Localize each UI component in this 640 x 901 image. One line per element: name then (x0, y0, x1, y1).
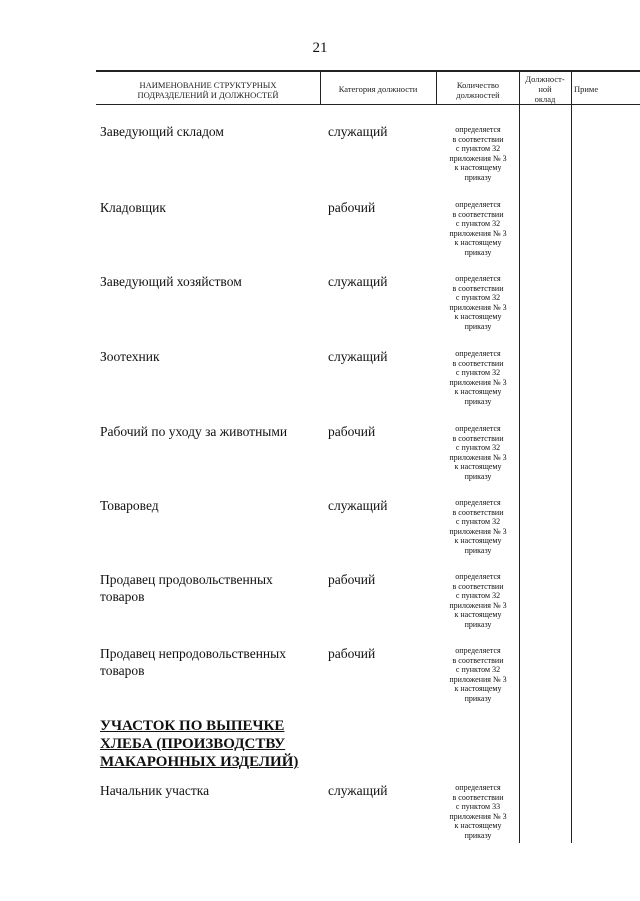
position-name (100, 645, 310, 679)
header-quantity-line: Количество (456, 80, 500, 90)
column-divider-1 (320, 71, 321, 105)
quantity-line: в соответствии (452, 655, 504, 665)
header-name-column (100, 80, 316, 100)
position-quantity (436, 498, 520, 556)
header-category-column: Категория должности (338, 84, 418, 94)
quantity-line: определяется (455, 200, 501, 209)
header-salary-line: оклад (534, 94, 556, 104)
quantity-line: приложения № 3 (449, 302, 507, 312)
position-name (100, 782, 310, 799)
quantity-line: в соответствии (452, 507, 504, 517)
position-name-line: Заведующий складом (100, 124, 224, 139)
position-name-line: Начальник участка (100, 783, 210, 798)
quantity-line: приказу (464, 693, 492, 703)
header-quantity-line: должностей (456, 90, 500, 100)
position-category: служащий (328, 783, 388, 798)
quantity-line: приказу (464, 172, 492, 182)
section-title-line: МАКАРОННЫХ ИЗДЕЛИЙ) (100, 754, 299, 770)
header-name-line: ПОДРАЗДЕЛЕНИЙ И ДОЛЖНОСТЕЙ (137, 90, 279, 100)
quantity-line: определяется (455, 572, 501, 581)
quantity-line: с пунктом 32 (455, 443, 501, 453)
table-top-border (96, 70, 640, 72)
position-name-line: Продавец продовольственных (100, 572, 273, 587)
quantity-line: приложения № 3 (449, 526, 507, 536)
quantity-line: с пунктом 32 (455, 665, 501, 675)
quantity-line: с пунктом 32 (455, 293, 501, 303)
position-category: служащий (328, 349, 388, 364)
column-divider-4 (571, 71, 572, 843)
quantity-line: определяется (455, 498, 501, 507)
position-quantity (436, 200, 520, 258)
page-number: 21 (312, 40, 328, 56)
quantity-line: приказу (464, 321, 492, 331)
position-name (100, 123, 310, 140)
position-name-line: товаров (100, 589, 145, 604)
quantity-line: в соответствии (452, 209, 504, 219)
quantity-line: к настоящему (454, 462, 502, 472)
quantity-line: приложения № 3 (449, 228, 507, 238)
quantity-line: в соответствии (452, 792, 504, 802)
position-category: рабочий (328, 572, 376, 587)
position-category: рабочий (328, 646, 376, 661)
quantity-line: к настоящему (454, 387, 502, 397)
header-salary-line: Должност- (525, 74, 565, 84)
quantity-line: приказу (464, 247, 492, 257)
position-name-line: Рабочий по уходу за животными (100, 424, 288, 439)
table-header-bottom-border (96, 104, 640, 105)
quantity-line: определяется (455, 349, 501, 358)
quantity-line: к настоящему (454, 684, 502, 694)
section-title-line: УЧАСТОК ПО ВЫПЕЧКЕ (100, 718, 285, 734)
quantity-line: с пунктом 32 (455, 517, 501, 527)
quantity-line: к настоящему (454, 821, 502, 831)
quantity-line: приказу (464, 619, 492, 629)
quantity-line: приложения № 3 (449, 600, 507, 610)
header-note-column: Приме (574, 84, 599, 94)
header-salary-column (521, 74, 569, 104)
position-name (100, 348, 310, 365)
position-quantity (436, 424, 520, 482)
quantity-line: в соответствии (452, 134, 504, 144)
position-quantity (436, 572, 520, 630)
header-salary-line: ной (538, 84, 552, 94)
quantity-line: к настоящему (454, 238, 502, 248)
quantity-line: приложения № 3 (449, 452, 507, 462)
position-name-line: Кладовщик (100, 200, 166, 215)
quantity-line: к настоящему (454, 312, 502, 322)
header-name-line: НАИМЕНОВАНИЕ СТРУКТУРНЫХ (139, 80, 277, 90)
position-name (100, 571, 310, 605)
quantity-line: к настоящему (454, 163, 502, 173)
position-quantity (436, 125, 520, 183)
quantity-line: определяется (455, 424, 501, 433)
quantity-line: определяется (455, 783, 501, 792)
position-name-line: Заведующий хозяйством (100, 274, 242, 289)
position-category: служащий (328, 498, 388, 513)
quantity-line: приказу (464, 830, 492, 840)
position-name-line: товаров (100, 663, 145, 678)
position-quantity (436, 783, 520, 841)
position-category: рабочий (328, 200, 376, 215)
position-name-line: Зоотехник (100, 349, 160, 364)
quantity-line: к настоящему (454, 536, 502, 546)
quantity-line: приказу (464, 396, 492, 406)
quantity-line: в соответствии (452, 581, 504, 591)
position-quantity (436, 274, 520, 332)
quantity-line: приказу (464, 545, 492, 555)
quantity-line: приложения № 3 (449, 153, 507, 163)
quantity-line: в соответствии (452, 358, 504, 368)
section-title (100, 717, 315, 771)
position-category: служащий (328, 124, 388, 139)
quantity-line: к настоящему (454, 610, 502, 620)
quantity-line: приложения № 3 (449, 377, 507, 387)
position-name (100, 423, 310, 440)
quantity-line: определяется (455, 125, 501, 134)
quantity-line: с пунктом 32 (455, 591, 501, 601)
quantity-line: с пунктом 32 (455, 144, 501, 154)
position-name-line: Продавец непродовольственных (100, 646, 286, 661)
quantity-line: в соответствии (452, 433, 504, 443)
quantity-line: с пунктом 33 (455, 802, 501, 812)
quantity-line: приложения № 3 (449, 811, 507, 821)
quantity-line: приложения № 3 (449, 674, 507, 684)
position-name-line: Товаровед (100, 498, 159, 513)
quantity-line: определяется (455, 274, 501, 283)
position-name (100, 273, 310, 290)
position-name (100, 199, 310, 216)
quantity-line: в соответствии (452, 283, 504, 293)
section-title-line: ХЛЕБА (ПРОИЗВОДСТВУ (100, 736, 286, 752)
column-divider-2 (436, 71, 437, 105)
header-quantity-column (438, 80, 518, 100)
position-name (100, 497, 310, 514)
position-category: служащий (328, 274, 388, 289)
quantity-line: приказу (464, 471, 492, 481)
quantity-line: с пунктом 32 (455, 219, 501, 229)
quantity-line: определяется (455, 646, 501, 655)
quantity-line: с пунктом 32 (455, 368, 501, 378)
position-quantity (436, 646, 520, 704)
position-quantity (436, 349, 520, 407)
position-category: рабочий (328, 424, 376, 439)
